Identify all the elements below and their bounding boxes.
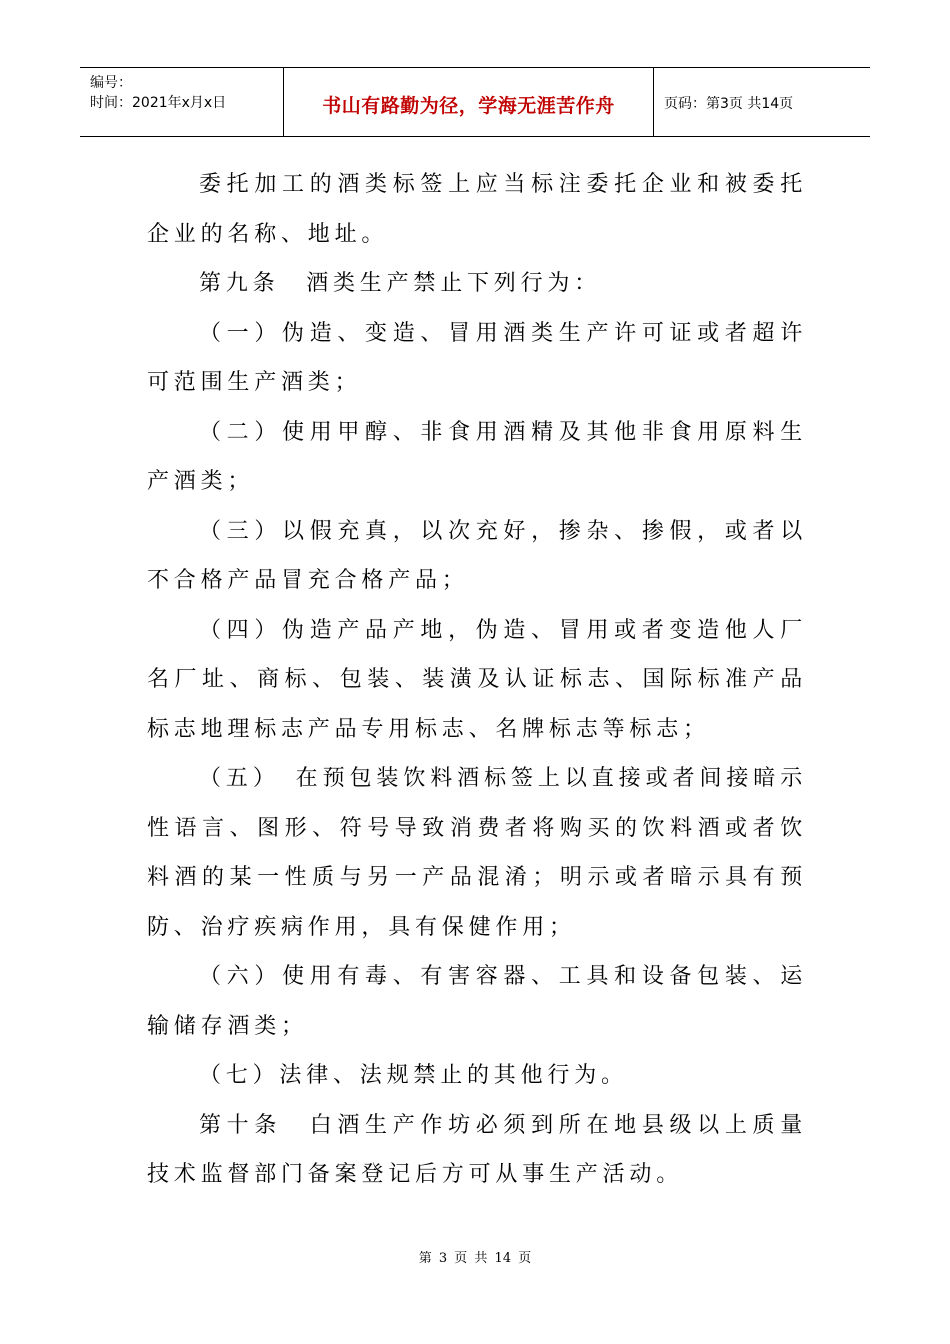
paragraph-item-4: （四）伪造产品产地，伪造、冒用或者变造他人厂名厂址、商标、包装、装潢及认证标志、国际标准产品标志地理标志产品专用标志、名牌标志等标志； — [147, 617, 807, 742]
page-header — [80, 67, 870, 137]
paragraph-article-10: 第十条 白酒生产作坊必须到所在地县级以上质量技术监督部门备案登记后方可从事生产活动。 — [147, 1112, 807, 1187]
paragraph-item-1: （一）伪造、变造、冒用酒类生产许可证或者超许可范围生产酒类； — [147, 320, 807, 395]
header-motto-cell — [284, 68, 654, 136]
header-left-cell — [80, 68, 284, 136]
page-footer: 第 3 页 共 14 页 — [418, 1251, 532, 1266]
serial-number-label: 编号： — [90, 75, 132, 91]
header-page-cell — [654, 68, 870, 136]
paragraph: 委托加工的酒类标签上应当标注委托企业和被委托企业的名称、地址。 — [147, 172, 807, 247]
paragraph-item-6: （六）使用有毒、有害容器、工具和设备包装、运输储存酒类； — [147, 964, 807, 1039]
document-body — [147, 160, 807, 1200]
motto-text: 书山有路勤为径，学海无涯苦作舟 — [322, 95, 615, 117]
paragraph-article-9: 第九条 酒类生产禁止下列行为： — [199, 271, 602, 296]
date-label: 时间：2021年x月x日 — [90, 95, 227, 111]
paragraph-item-3: （三）以假充真，以次充好，掺杂、掺假，或者以不合格产品冒充合格产品； — [147, 518, 807, 593]
paragraph-item-7: （七）法律、法规禁止的其他行为。 — [199, 1063, 628, 1088]
paragraph-item-2: （二）使用甲醇、非食用酒精及其他非食用原料生产酒类； — [147, 419, 807, 494]
page-number-info: 页码：第3页 共14页 — [664, 96, 794, 112]
paragraph-item-5: （五） 在预包装饮料酒标签上以直接或者间接暗示性语言、图形、符号导致消费者将购买的饮料酒或者饮料酒的某一性质与另一产品混淆；明示或者暗示具有预防、治疗疾病作用，具有保健作用； — [147, 766, 807, 940]
